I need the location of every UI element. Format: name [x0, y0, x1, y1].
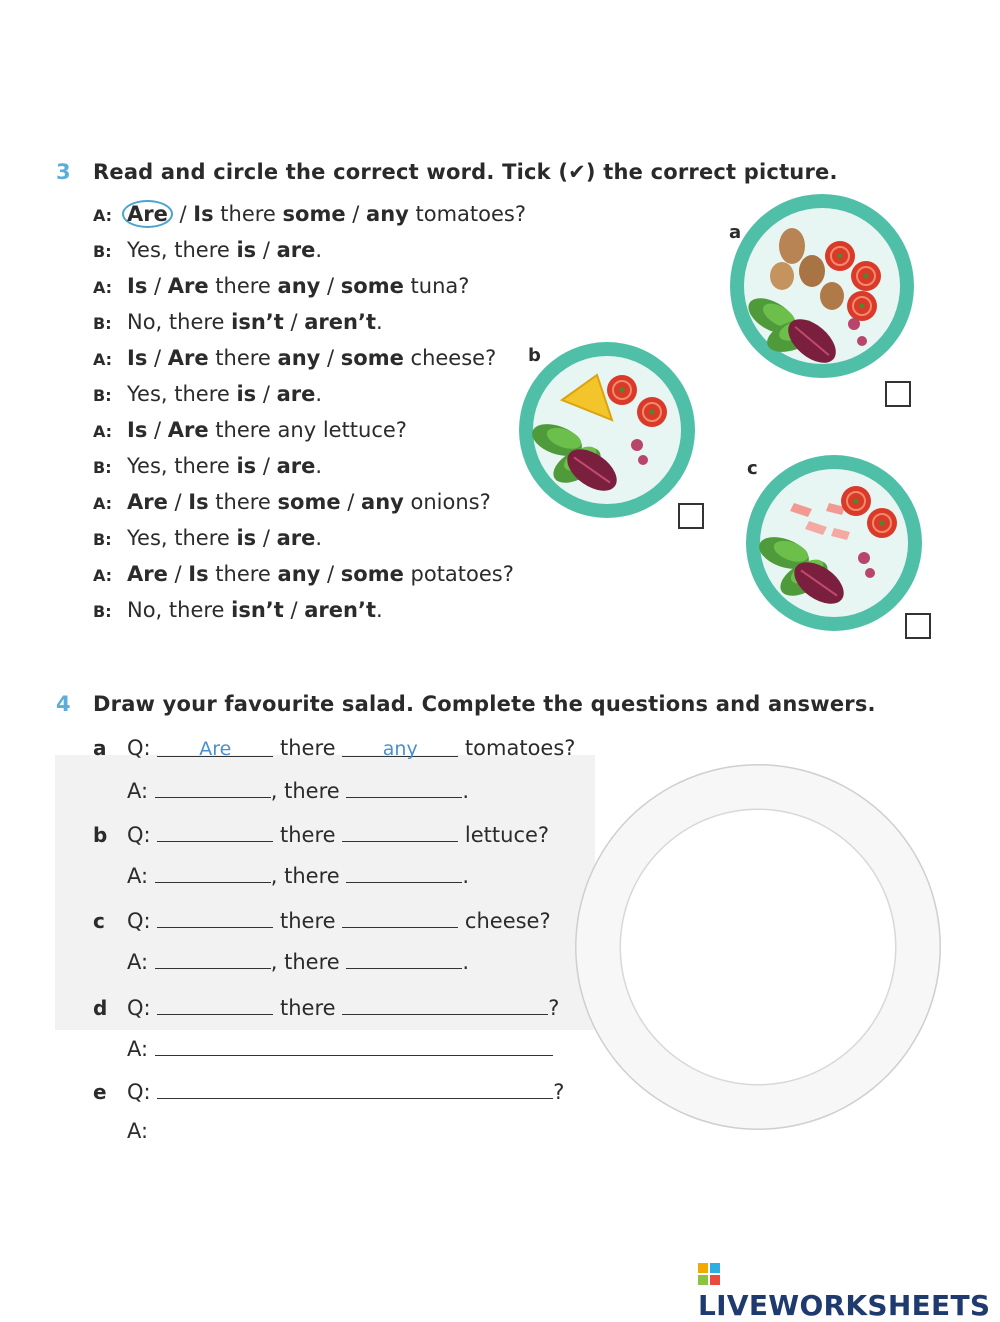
- period: .: [462, 864, 470, 888]
- exercise-4-number: 4: [56, 692, 71, 716]
- exercise-3-number: 3: [56, 160, 71, 184]
- question-mark: ?: [553, 1080, 565, 1104]
- a-label: A:: [127, 779, 149, 803]
- exercise-3-title: Read and circle the correct word. Tick (✔) the correct picture.: [93, 160, 838, 184]
- blank-b-q2[interactable]: [342, 821, 458, 842]
- empty-plate[interactable]: [575, 764, 941, 1130]
- speaker-label: B:: [93, 314, 112, 333]
- dialogue-text[interactable]: Yes, there is / are.: [127, 454, 323, 478]
- word-comma-there: , there: [270, 864, 340, 888]
- speaker-label: A:: [93, 278, 113, 297]
- blank-a-a1[interactable]: [155, 777, 271, 798]
- dialogue-text[interactable]: Is / Are there any / some tuna?: [127, 274, 470, 298]
- blank-c-q1[interactable]: [157, 907, 273, 928]
- ex4-row-c-q: [93, 907, 551, 933]
- answer-any: any: [382, 738, 418, 760]
- dialogue-text[interactable]: No, there isn’t / aren’t.: [127, 310, 383, 334]
- ex4-row-e-a: [127, 1119, 148, 1143]
- picture-label-b: b: [528, 345, 541, 366]
- word-there: there: [279, 996, 336, 1020]
- speaker-label: B:: [93, 386, 112, 405]
- blank-a-q2[interactable]: [342, 736, 458, 760]
- word-there: there: [279, 736, 336, 760]
- blank-b-q1[interactable]: [157, 821, 273, 842]
- dialogue-text[interactable]: No, there isn’t / aren’t.: [127, 598, 383, 622]
- blank-e-q[interactable]: [157, 1078, 553, 1099]
- ex4-row-a-q: [93, 736, 575, 760]
- dialogue-text[interactable]: Is / Are there any lettuce?: [127, 418, 407, 442]
- dialogue-text[interactable]: Are / Is there some / any tomatoes?: [127, 202, 526, 226]
- speaker-label: B:: [93, 530, 112, 549]
- speaker-label: B:: [93, 458, 112, 477]
- word-comma-there: , there: [270, 950, 340, 974]
- tick-box-c[interactable]: [905, 613, 931, 639]
- blank-a-q1[interactable]: [157, 736, 273, 760]
- speaker-label: A:: [93, 494, 113, 513]
- row-letter-e: e: [93, 1080, 107, 1104]
- speaker-label: A:: [93, 566, 113, 585]
- row-letter-b: b: [93, 823, 108, 847]
- period: .: [462, 779, 470, 803]
- dialogue-text[interactable]: Yes, there is / are.: [127, 382, 323, 406]
- ex4-row-c-a: [127, 948, 469, 974]
- exercise-4-title: Draw your favourite salad. Complete the questions and answers.: [93, 692, 876, 716]
- ex4-row-a-a: [127, 777, 469, 803]
- row-letter-c: c: [93, 909, 105, 933]
- speaker-label: B:: [93, 602, 112, 621]
- a-label: A:: [127, 1037, 149, 1061]
- blank-c-a1[interactable]: [155, 948, 271, 969]
- ex4-row-e-q: [93, 1078, 564, 1104]
- word-tomatoes: tomatoes?: [464, 736, 576, 760]
- period: .: [462, 950, 470, 974]
- blank-c-a2[interactable]: [346, 948, 462, 969]
- ex4-row-d-a: [127, 1035, 553, 1061]
- q-label: Q:: [127, 996, 151, 1020]
- dialogue-text[interactable]: Yes, there is / are.: [127, 526, 323, 550]
- ex4-row-d-q: [93, 994, 559, 1020]
- word-cheese: cheese?: [464, 909, 551, 933]
- picture-label-c: c: [747, 458, 758, 479]
- blank-d-q2[interactable]: [342, 994, 548, 1015]
- dialogue-text[interactable]: Are / Is there any / some potatoes?: [127, 562, 514, 586]
- ex4-row-b-a: [127, 862, 469, 888]
- empty-plate-center: [621, 810, 895, 1084]
- speaker-label: A:: [93, 206, 113, 225]
- logo-text: LIVEWORKSHEETS: [698, 1289, 991, 1322]
- blank-a-a2[interactable]: [346, 777, 462, 798]
- salad-plate-a: [730, 194, 914, 378]
- q-label: Q:: [127, 1080, 151, 1104]
- q-label: Q:: [127, 823, 151, 847]
- blank-b-a2[interactable]: [346, 862, 462, 883]
- salad-plate-c: [746, 455, 922, 631]
- liveworksheets-logo: [698, 1256, 1000, 1322]
- blank-c-q2[interactable]: [342, 907, 458, 928]
- dialogue-text[interactable]: Is / Are there any / some cheese?: [127, 346, 497, 370]
- dialogue-text[interactable]: Yes, there is / are.: [127, 238, 323, 262]
- blank-d-a[interactable]: [155, 1035, 553, 1056]
- answer-are: Are: [199, 738, 232, 760]
- word-lettuce: lettuce?: [464, 823, 550, 847]
- word-comma-there: , there: [270, 779, 340, 803]
- speaker-label: A:: [93, 350, 113, 369]
- word-there: there: [279, 909, 336, 933]
- q-label: Q:: [127, 909, 151, 933]
- row-letter-a: a: [93, 736, 107, 760]
- blank-d-q1[interactable]: [157, 994, 273, 1015]
- blank-b-a1[interactable]: [155, 862, 271, 883]
- a-label: A:: [127, 864, 149, 888]
- dialogue-text[interactable]: Are / Is there some / any onions?: [127, 490, 491, 514]
- tick-box-b[interactable]: [678, 503, 704, 529]
- speaker-label: A:: [93, 422, 113, 441]
- q-label: Q:: [127, 736, 151, 760]
- tick-box-a[interactable]: [885, 381, 911, 407]
- row-letter-d: d: [93, 996, 108, 1020]
- a-label: A:: [127, 950, 149, 974]
- ex4-row-b-q: [93, 821, 549, 847]
- question-mark: ?: [548, 996, 560, 1020]
- salad-plate-b: [519, 342, 695, 518]
- a-label: A:: [127, 1119, 149, 1143]
- speaker-label: B:: [93, 242, 112, 261]
- picture-label-a: a: [729, 222, 742, 243]
- word-there: there: [279, 823, 336, 847]
- logo-mark-icon: [698, 1263, 720, 1285]
